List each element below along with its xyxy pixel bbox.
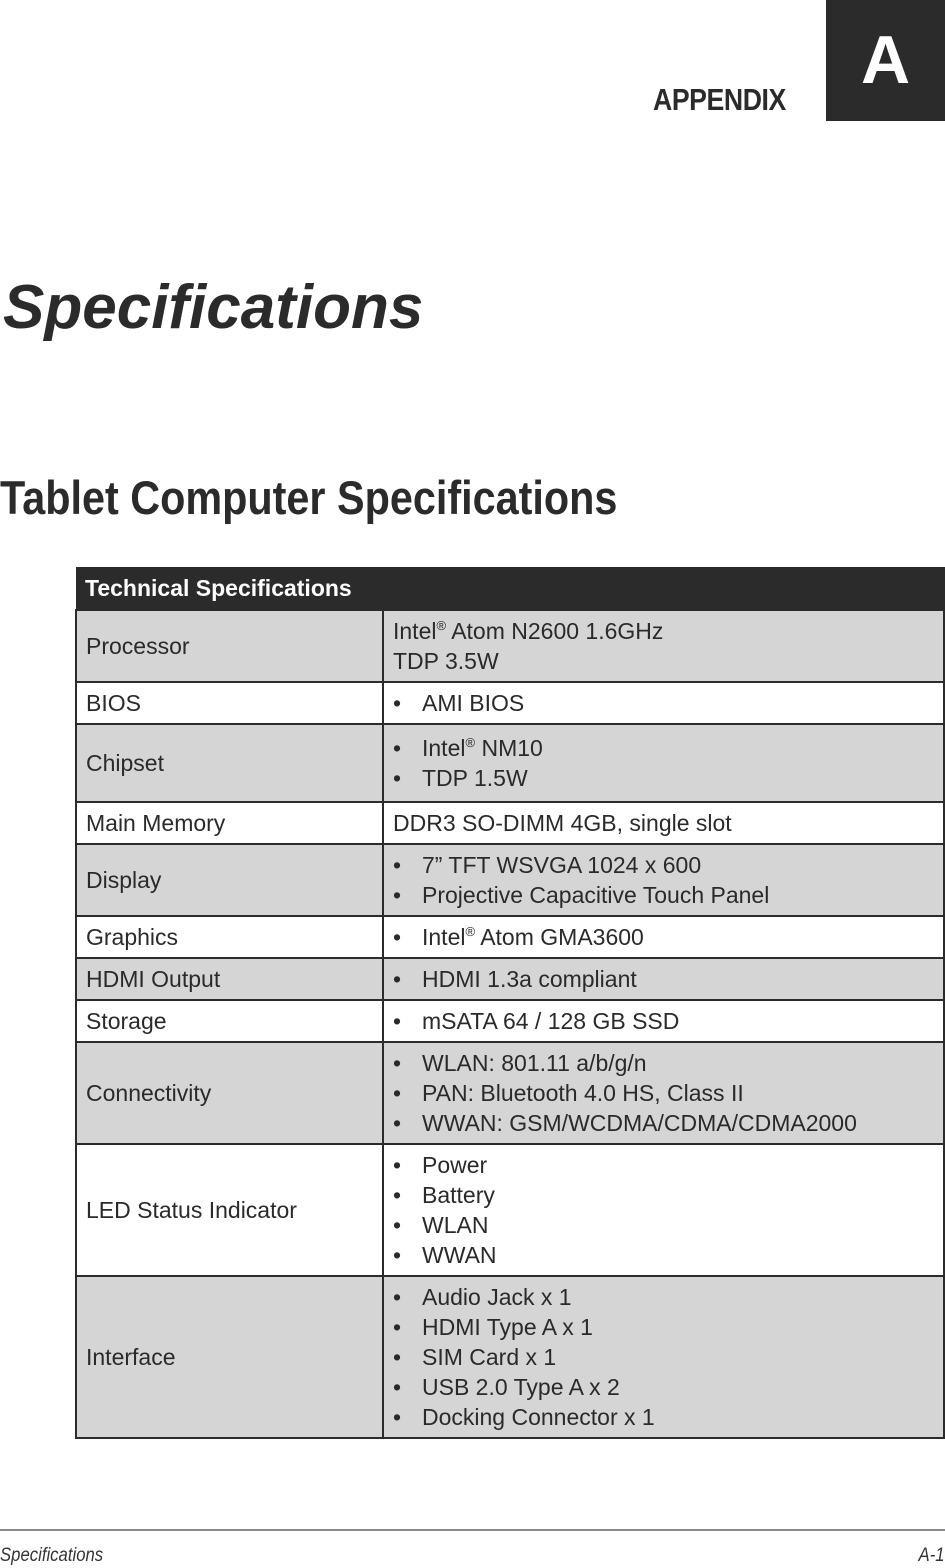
spec-value-text: AMI BIOS	[422, 690, 525, 716]
bullet-icon: •	[393, 1284, 402, 1310]
spec-table-body	[76, 610, 944, 1438]
spec-value	[383, 1042, 944, 1144]
spec-value-line	[393, 763, 934, 793]
bullet-icon: •	[393, 1182, 402, 1208]
spec-label: LED Status Indicator	[76, 1144, 383, 1276]
spec-value-list	[393, 733, 934, 793]
spec-table-heading: Technical Specifications	[76, 567, 944, 610]
spec-value-text-suffix: Atom GMA3600	[475, 924, 644, 950]
spec-value-text: SIM Card x 1	[422, 1344, 557, 1370]
footer-section-name: Specifications	[0, 1545, 104, 1566]
bullet-icon: •	[393, 1374, 402, 1400]
spec-value-line	[393, 1048, 934, 1078]
spec-value-line	[393, 1240, 934, 1270]
spec-value-list	[393, 1282, 934, 1432]
spec-value-line	[393, 880, 934, 910]
bullet-icon: •	[393, 1050, 402, 1076]
spec-value-text: 7” TFT WSVGA 1024 x 600	[422, 852, 702, 878]
bullet-icon: •	[393, 1212, 402, 1238]
spec-label: Interface	[76, 1276, 383, 1438]
appendix-letter-box: A	[826, 0, 945, 121]
spec-value-line	[393, 850, 934, 880]
spec-value-line	[393, 1078, 934, 1108]
spec-value-list	[393, 850, 934, 910]
spec-value-list	[393, 1048, 934, 1138]
spec-value	[383, 802, 944, 844]
spec-value-line	[393, 1372, 934, 1402]
spec-value-line	[393, 688, 934, 718]
spec-value-text: Intel	[422, 735, 466, 761]
spec-value-line	[393, 1312, 934, 1342]
bullet-icon: •	[393, 966, 402, 992]
bullet-icon: •	[393, 1110, 402, 1136]
spec-row	[76, 1144, 944, 1276]
spec-value	[383, 682, 944, 724]
bullet-icon: •	[393, 1344, 402, 1370]
spec-value-line	[393, 646, 934, 676]
spec-row	[76, 844, 944, 916]
spec-value-line	[393, 1108, 934, 1138]
spec-label: BIOS	[76, 682, 383, 724]
spec-value-text: TDP 1.5W	[422, 765, 528, 791]
spec-value	[383, 916, 944, 958]
spec-value-line	[393, 1006, 934, 1036]
spec-value-line	[393, 1210, 934, 1240]
spec-value-text-suffix: NM10	[475, 735, 543, 761]
spec-row	[76, 916, 944, 958]
spec-value-text: WWAN: GSM/WCDMA/CDMA/CDMA2000	[422, 1110, 857, 1136]
spec-label: Main Memory	[76, 802, 383, 844]
bullet-icon: •	[393, 690, 402, 716]
page-title: Specifications	[3, 273, 424, 342]
spec-value	[383, 1000, 944, 1042]
spec-row	[76, 610, 944, 682]
spec-value-line	[393, 1282, 934, 1312]
bullet-icon: •	[393, 1404, 402, 1430]
spec-value-line	[393, 922, 934, 952]
spec-value-list	[393, 964, 934, 994]
bullet-icon: •	[393, 1008, 402, 1034]
spec-value-text: Docking Connector x 1	[422, 1404, 655, 1430]
bullet-icon: •	[393, 924, 402, 950]
footer-page-number: A-1	[918, 1545, 945, 1566]
spec-label: Chipset	[76, 724, 383, 802]
spec-value	[383, 844, 944, 916]
bullet-icon: •	[393, 1152, 402, 1178]
spec-value-line	[393, 1342, 934, 1372]
spec-value-line	[393, 1402, 934, 1432]
spec-value-text: TDP 3.5W	[393, 648, 499, 674]
spec-row	[76, 802, 944, 844]
spec-value-line	[393, 808, 934, 838]
section-title: Tablet Computer Specifications	[0, 471, 618, 524]
bullet-icon: •	[393, 765, 402, 791]
spec-value	[383, 610, 944, 682]
footer-divider	[0, 1529, 945, 1531]
spec-value-text: USB 2.0 Type A x 2	[422, 1374, 620, 1400]
spec-value-text: WLAN	[422, 1212, 489, 1238]
spec-value-text: mSATA 64 / 128 GB SSD	[422, 1008, 680, 1034]
spec-value-text: WLAN: 801.11 a/b/g/n	[422, 1050, 647, 1076]
spec-value-line	[393, 733, 934, 763]
spec-table	[75, 567, 945, 1439]
spec-value-text: HDMI Type A x 1	[422, 1314, 593, 1340]
spec-value	[383, 958, 944, 1000]
registered-mark: ®	[465, 735, 476, 750]
bullet-icon: •	[393, 1314, 402, 1340]
spec-value-line	[393, 964, 934, 994]
spec-row	[76, 724, 944, 802]
spec-label: Graphics	[76, 916, 383, 958]
registered-mark: ®	[436, 618, 447, 633]
spec-label: Processor	[76, 610, 383, 682]
spec-value-text: HDMI 1.3a compliant	[422, 966, 637, 992]
bullet-icon: •	[393, 852, 402, 878]
spec-value-text: WWAN	[422, 1242, 497, 1268]
spec-value-text: Battery	[422, 1182, 495, 1208]
bullet-icon: •	[393, 882, 402, 908]
bullet-icon: •	[393, 1242, 402, 1268]
spec-value-list	[393, 616, 934, 676]
spec-row	[76, 1042, 944, 1144]
spec-row	[76, 682, 944, 724]
spec-table-header-row	[76, 567, 944, 610]
appendix-label: APPENDIX	[653, 82, 786, 117]
bullet-icon: •	[393, 1080, 402, 1106]
spec-value	[383, 1276, 944, 1438]
spec-value-line	[393, 616, 934, 646]
spec-value-text-suffix: Atom N2600 1.6GHz	[446, 618, 664, 644]
spec-value-text: Intel	[422, 924, 466, 950]
spec-value-text: Power	[422, 1152, 488, 1178]
spec-row	[76, 1000, 944, 1042]
spec-value-line	[393, 1180, 934, 1210]
spec-value-text: PAN: Bluetooth 4.0 HS, Class II	[422, 1080, 744, 1106]
bullet-icon: •	[393, 735, 402, 761]
spec-row	[76, 958, 944, 1000]
spec-value-list	[393, 808, 934, 838]
spec-value-text: DDR3 SO-DIMM 4GB, single slot	[393, 810, 732, 836]
spec-value-list	[393, 1150, 934, 1270]
spec-value-line	[393, 1150, 934, 1180]
spec-value-text: Intel	[393, 618, 437, 644]
spec-value	[383, 724, 944, 802]
spec-label: HDMI Output	[76, 958, 383, 1000]
spec-value-text: Projective Capacitive Touch Panel	[422, 882, 770, 908]
spec-label: Storage	[76, 1000, 383, 1042]
spec-value-list	[393, 1006, 934, 1036]
spec-value-text: Audio Jack x 1	[422, 1284, 572, 1310]
registered-mark: ®	[465, 924, 476, 939]
spec-value	[383, 1144, 944, 1276]
spec-label: Display	[76, 844, 383, 916]
spec-value-list	[393, 688, 934, 718]
spec-row	[76, 1276, 944, 1438]
spec-label: Connectivity	[76, 1042, 383, 1144]
spec-value-list	[393, 922, 934, 952]
